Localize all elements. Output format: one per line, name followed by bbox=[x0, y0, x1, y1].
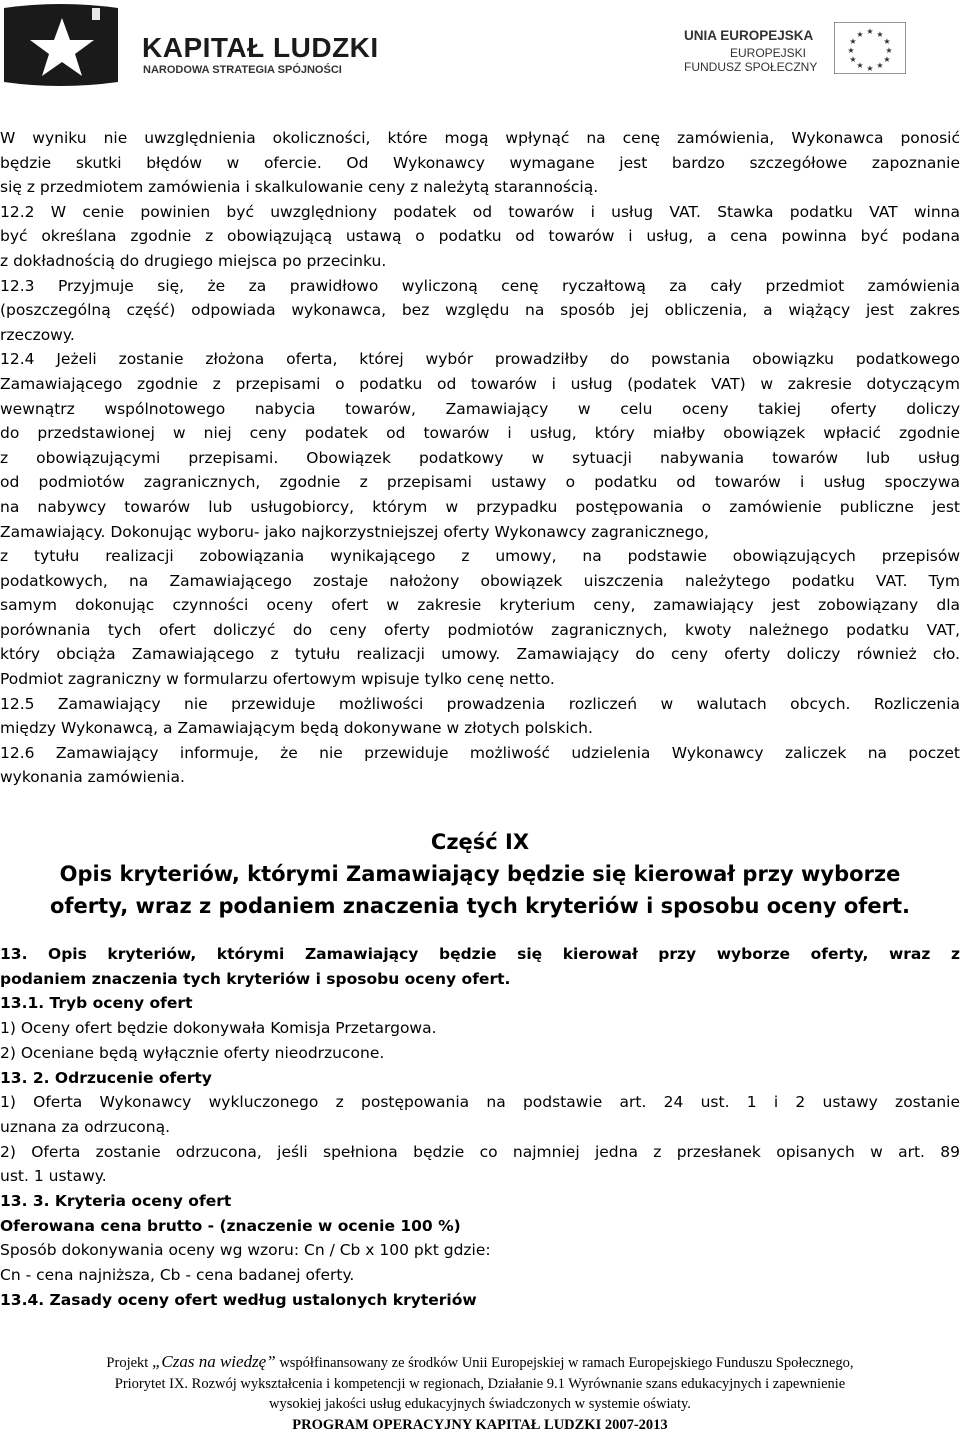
section-line: 13. 3. Kryteria oceny ofert bbox=[0, 1192, 232, 1211]
eu-logo-line1: UNIA EUROPEJSKA bbox=[684, 28, 814, 43]
page-header bbox=[0, 0, 960, 100]
body-line: samym dokonując czynności oceny ofert w zakresie kryterium ceny, zamawiający jest zobowiązany dla bbox=[0, 596, 960, 615]
section-line: 13.1. Tryb oceny ofert bbox=[0, 994, 193, 1013]
eu-logo-line2: EUROPEJSKI bbox=[730, 46, 807, 60]
body-line: do przedstawionej w niej ceny podatek od towarów i usług, który miałby obowiązek wpłacić zgodnie bbox=[0, 424, 960, 443]
footer-line2: Priorytet IX. Rozwój wykształcenia i kompetencji w regionach, Działanie 9.1 Wyrównanie szans edukacyjnych i zapewnienie bbox=[114, 1375, 846, 1392]
body-line: się z przedmiotem zamówienia i skalkulowanie ceny z należytą starannością. bbox=[0, 178, 599, 197]
body-line: który obciąża Zamawiającego z tytułu realizacji umowy. Zamawiający do ceny oferty doliczy również cło. bbox=[0, 645, 960, 664]
section-line: Cn - cena najniższa, Cb - cena badanej oferty. bbox=[0, 1266, 355, 1285]
body-line: z obowiązującymi przepisami. Obowiązek podatkowy w sytuacji nabywania towarów lub usług bbox=[0, 448, 960, 467]
svg-text:★: ★ bbox=[876, 61, 884, 70]
body-line: od podmiotów zagranicznych, zgodnie z przepisami ustawy o podatku od towarów i usług spoczywa bbox=[0, 473, 960, 492]
section-line: 13. 2. Odrzucenie oferty bbox=[0, 1068, 212, 1087]
part-heading bbox=[0, 826, 960, 922]
body-line: z dokładnością do drugiego miejsca po przecinku. bbox=[0, 251, 387, 270]
body-line: porównania tych ofert doliczyć do ceny oferty podmiotów zagranicznych, kwoty należnego podatku VAT, bbox=[0, 620, 960, 639]
kl-logo-title: KAPITAŁ LUDZKI bbox=[142, 32, 379, 63]
svg-text:★: ★ bbox=[849, 55, 857, 64]
body-line: rzeczowy. bbox=[0, 325, 75, 344]
section-line: ust. 1 ustawy. bbox=[0, 1167, 107, 1186]
svg-text:★: ★ bbox=[849, 37, 857, 46]
part-number: Część IX bbox=[430, 830, 530, 854]
svg-text:★: ★ bbox=[876, 30, 884, 39]
body-line: między Wykonawcą, a Zamawiającym będą dokonywane w złotych polskich. bbox=[0, 719, 593, 738]
body-line: 12.2 W cenie powinien być uwzględniony podatek od towarów i usług VAT. Stawka podatku VAT winna bbox=[0, 202, 960, 221]
svg-text:★: ★ bbox=[883, 55, 891, 64]
body-line: z tytułu realizacji zobowiązania wynikającego z umowy, na podstawie obowiązujących przepisów bbox=[0, 547, 960, 566]
footer-project-title: „Czas na wiedzę” bbox=[151, 1352, 276, 1371]
section-line: 13. Opis kryteriów, którymi Zamawiający będzie się kierował przy wyborze oferty, wraz z bbox=[0, 945, 960, 963]
svg-text:★: ★ bbox=[856, 30, 864, 39]
body-line: Zamawiającego zgodnie z przepisami o podatku od towarów i usług (podatek VAT) w zakresie dotyczącym bbox=[0, 374, 960, 393]
body-text bbox=[0, 126, 960, 790]
part-title-line1: Opis kryteriów, którymi Zamawiający będzie się kierował przy wyborze bbox=[59, 862, 901, 886]
section-line: Sposób dokonywania oceny wg wzoru: Cn / Cb x 100 pkt gdzie: bbox=[0, 1241, 491, 1260]
body-line: być określana zgodnie z obowiązującą ustawą o podatku od towarów i usług, a cena powinna być podana bbox=[0, 227, 960, 246]
svg-text:★: ★ bbox=[856, 61, 864, 70]
body-line: będzie skutki błędów w ofercie. Od Wykonawcy wymagane jest bardzo szczegółowe zapoznanie bbox=[0, 153, 960, 172]
svg-text:★: ★ bbox=[847, 46, 855, 55]
body-line: 12.4 Jeżeli zostanie złożona oferta, której wybór prowadziłby do powstania obowiązku podatkowego bbox=[0, 350, 960, 369]
section-line: 1) Oferta Wykonawcy wykluczonego z postępowania na podstawie art. 24 ust. 1 i 2 ustawy zostanie bbox=[0, 1093, 960, 1112]
section-line: uznana za odrzuconą. bbox=[0, 1117, 171, 1136]
eu-logo bbox=[680, 18, 960, 78]
body-line: 12.3 Przyjmuje się, że za prawidłowo wyliczoną cenę ryczałtową za cały przedmiot zamówienia bbox=[0, 276, 960, 295]
body-line: wykonania zamówienia. bbox=[0, 768, 185, 787]
body-line: wewnątrz wspólnotowego nabycia towarów, Zamawiający w celu oceny takiej oferty doliczy bbox=[0, 399, 960, 418]
svg-text:★: ★ bbox=[883, 37, 891, 46]
body-line: podatkowych, na Zamawiającego zostaje nałożony obowiązek uiszczenia należytego podatku VAT. Tym bbox=[0, 571, 960, 590]
section-line: 13.4. Zasady oceny ofert według ustalonych kryteriów bbox=[0, 1290, 477, 1309]
body-line: 12.6 Zamawiający informuje, że nie przewiduje możliwość udzielenia Wykonawcy zaliczek na poczet bbox=[0, 743, 960, 762]
svg-text:★: ★ bbox=[866, 27, 874, 36]
section-line: 2) Oceniane będą wyłącznie oferty nieodrzucone. bbox=[0, 1043, 385, 1062]
footer-suffix: współfinansowany ze środków Unii Europejskiej w ramach Europejskiego Funduszu Społecznego, bbox=[275, 1355, 854, 1371]
kl-star-flag-icon bbox=[0, 0, 122, 90]
kapital-ludzki-logo bbox=[0, 0, 379, 100]
part-title-line2: oferty, wraz z podaniem znaczenia tych kryteriów i sposobu oceny ofert. bbox=[49, 894, 911, 918]
body-line: W wyniku nie uwzględnienia okoliczności, które mogą wpłynąć na cenę zamówienia, Wykonawca ponosić bbox=[0, 129, 960, 147]
section-13 bbox=[0, 942, 960, 1313]
body-line: Podmiot zagraniczny w formularzu ofertowym wpisuje tylko cenę netto. bbox=[0, 670, 555, 689]
body-line: na nabywcy towarów lub usługobiorcy, którym w przypadku postępowania o zamówienie publiczne jest bbox=[0, 497, 960, 516]
eu-logo-line3: FUNDUSZ SPOŁECZNY bbox=[684, 60, 818, 74]
footer-line4: PROGRAM OPERACYJNY KAPITAŁ LUDZKI 2007-2013 bbox=[292, 1416, 668, 1433]
footer-line1 bbox=[0, 1352, 960, 1374]
svg-text:★: ★ bbox=[885, 46, 893, 55]
body-line: 12.5 Zamawiający nie przewiduje możliwości prowadzenia rozliczeń w walutach obcych. Rozliczenia bbox=[0, 694, 960, 713]
section-line: 2) Oferta zostanie odrzucona, jeśli spełniona będzie co najmniej jedna z przesłanek opisanych w art. 89 bbox=[0, 1142, 960, 1161]
kl-logo-subtitle: NARODOWA STRATEGIA SPÓJNOŚCI bbox=[143, 64, 342, 76]
page-footer bbox=[0, 1352, 960, 1435]
footer-prefix: Projekt bbox=[106, 1355, 152, 1371]
section-line: Oferowana cena brutto - (znaczenie w ocenie 100 %) bbox=[0, 1216, 461, 1235]
footer-line3: wysokiej jakości usług edukacyjnych świadczonych w systemie oświaty. bbox=[269, 1396, 691, 1412]
body-line: (poszczególną część) odpowiada wykonawca, bez względu na sposób jej obliczenia, a wiążący jest zakres bbox=[0, 301, 960, 320]
section-line: 1) Oceny ofert będzie dokonywała Komisja Przetargowa. bbox=[0, 1019, 437, 1038]
body-line: Zamawiający. Dokonując wyboru- jako najkorzystniejszej oferty Wykonawcy zagranicznego, bbox=[0, 522, 709, 541]
svg-text:★: ★ bbox=[866, 64, 874, 73]
eu-stars-icon bbox=[834, 22, 906, 74]
section-line: podaniem znaczenia tych kryteriów i sposobu oceny ofert. bbox=[0, 969, 511, 988]
